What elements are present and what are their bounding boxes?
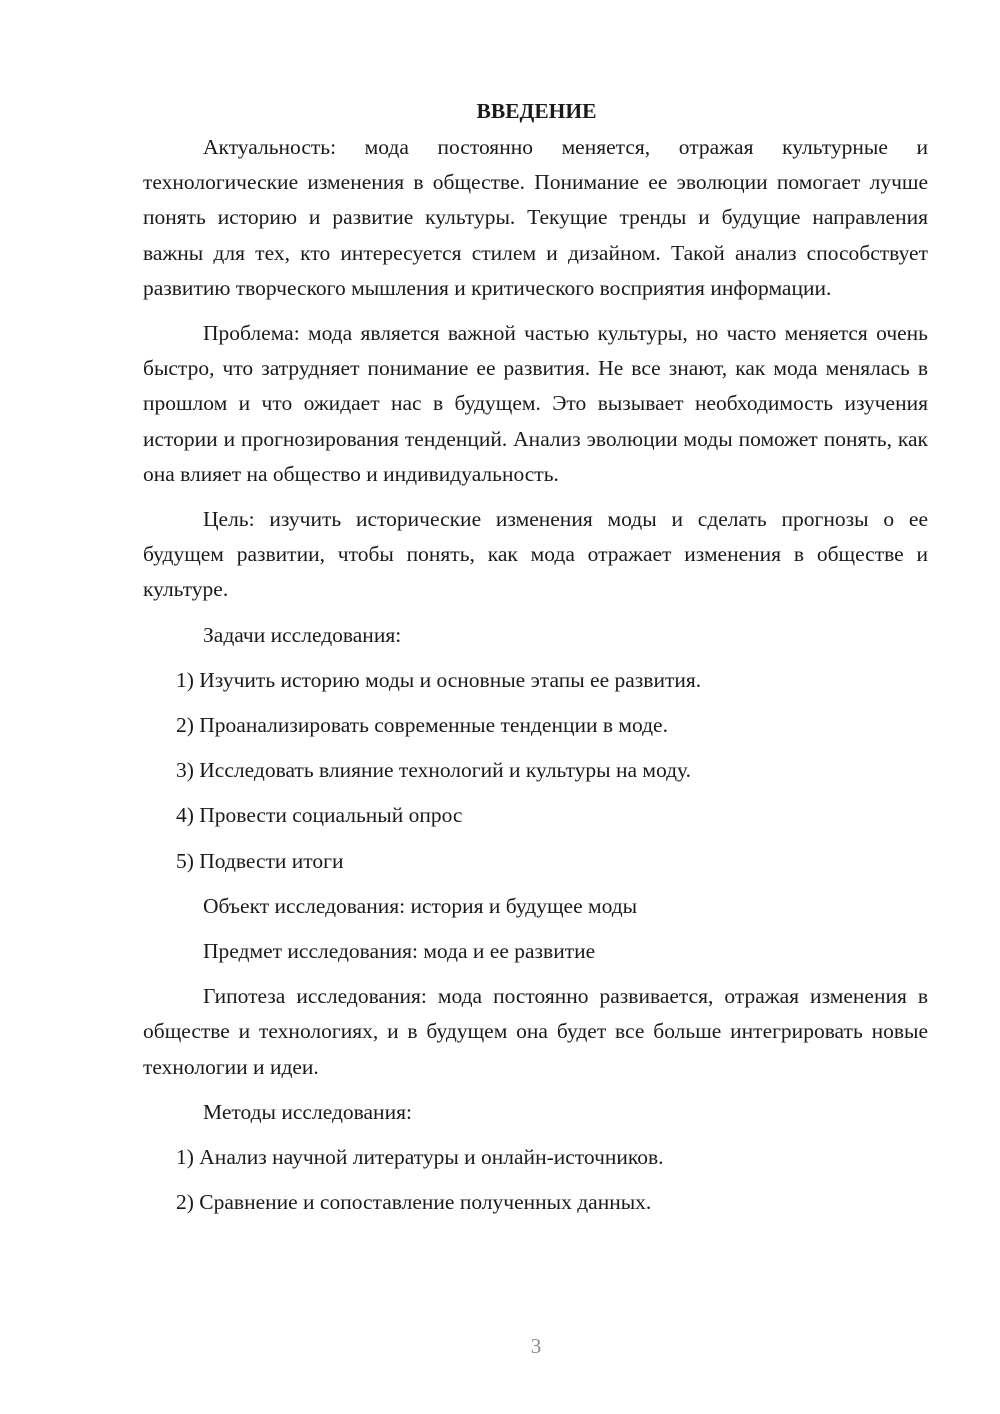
task-item: 3) Исследовать влияние технологий и культуры на моду. [176, 758, 692, 783]
relevance-paragraph: Актуальность: мода постоянно меняется, отражая культурные и технологические изменения в обществе. Понимание ее эволюции помогает лучше понять историю и развитие культуры. Текущие тренды и будущие направления важны для тех, кто интересуется стилем и дизайном. Такой анализ способствует развитию творческого мышления и критического восприятия информации. [143, 135, 928, 300]
problem-paragraph: Проблема: мода является важной частью культуры, но часто меняется очень быстро, что затрудняет понимание ее развития. Не все знают, как мода менялась в прошлом и что ожидает нас в будущем. Это вызывает необходимость изучения истории и прогнозирования тенденций. Анализ эволюции моды поможет понять, как она влияет на общество и индивидуальность. [143, 321, 928, 486]
tasks-heading: Задачи исследования: [203, 622, 402, 647]
method-item: 1) Анализ научной литературы и онлайн-источников. [176, 1145, 664, 1170]
task-item: 2) Проанализировать современные тенденции в моде. [176, 713, 668, 738]
goal-paragraph: Цель: изучить исторические изменения моды и сделать прогнозы о ее будущем развитии, чтобы понять, как мода отражает изменения в обществе и культуре. [143, 507, 928, 602]
hypothesis-paragraph: Гипотеза исследования: мода постоянно развивается, отражая изменения в обществе и технологиях, и в будущем она будет все больше интегрировать новые технологии и идеи. [143, 984, 928, 1079]
research-subject: Предмет исследования: мода и ее развитие [203, 939, 596, 964]
task-item: 4) Провести социальный опрос [176, 803, 463, 828]
task-item: 1) Изучить историю моды и основные этапы ее развития. [176, 667, 702, 692]
page-number: 3 [530, 1334, 542, 1358]
document-page [143, 96, 928, 1230]
research-object: Объект исследования: история и будущее моды [203, 893, 638, 918]
section-title: ВВЕДЕНИЕ [476, 99, 597, 123]
methods-heading: Методы исследования: [203, 1099, 412, 1124]
task-item: 5) Подвести итоги [176, 848, 344, 873]
method-item: 2) Сравнение и сопоставление полученных данных. [176, 1190, 652, 1215]
